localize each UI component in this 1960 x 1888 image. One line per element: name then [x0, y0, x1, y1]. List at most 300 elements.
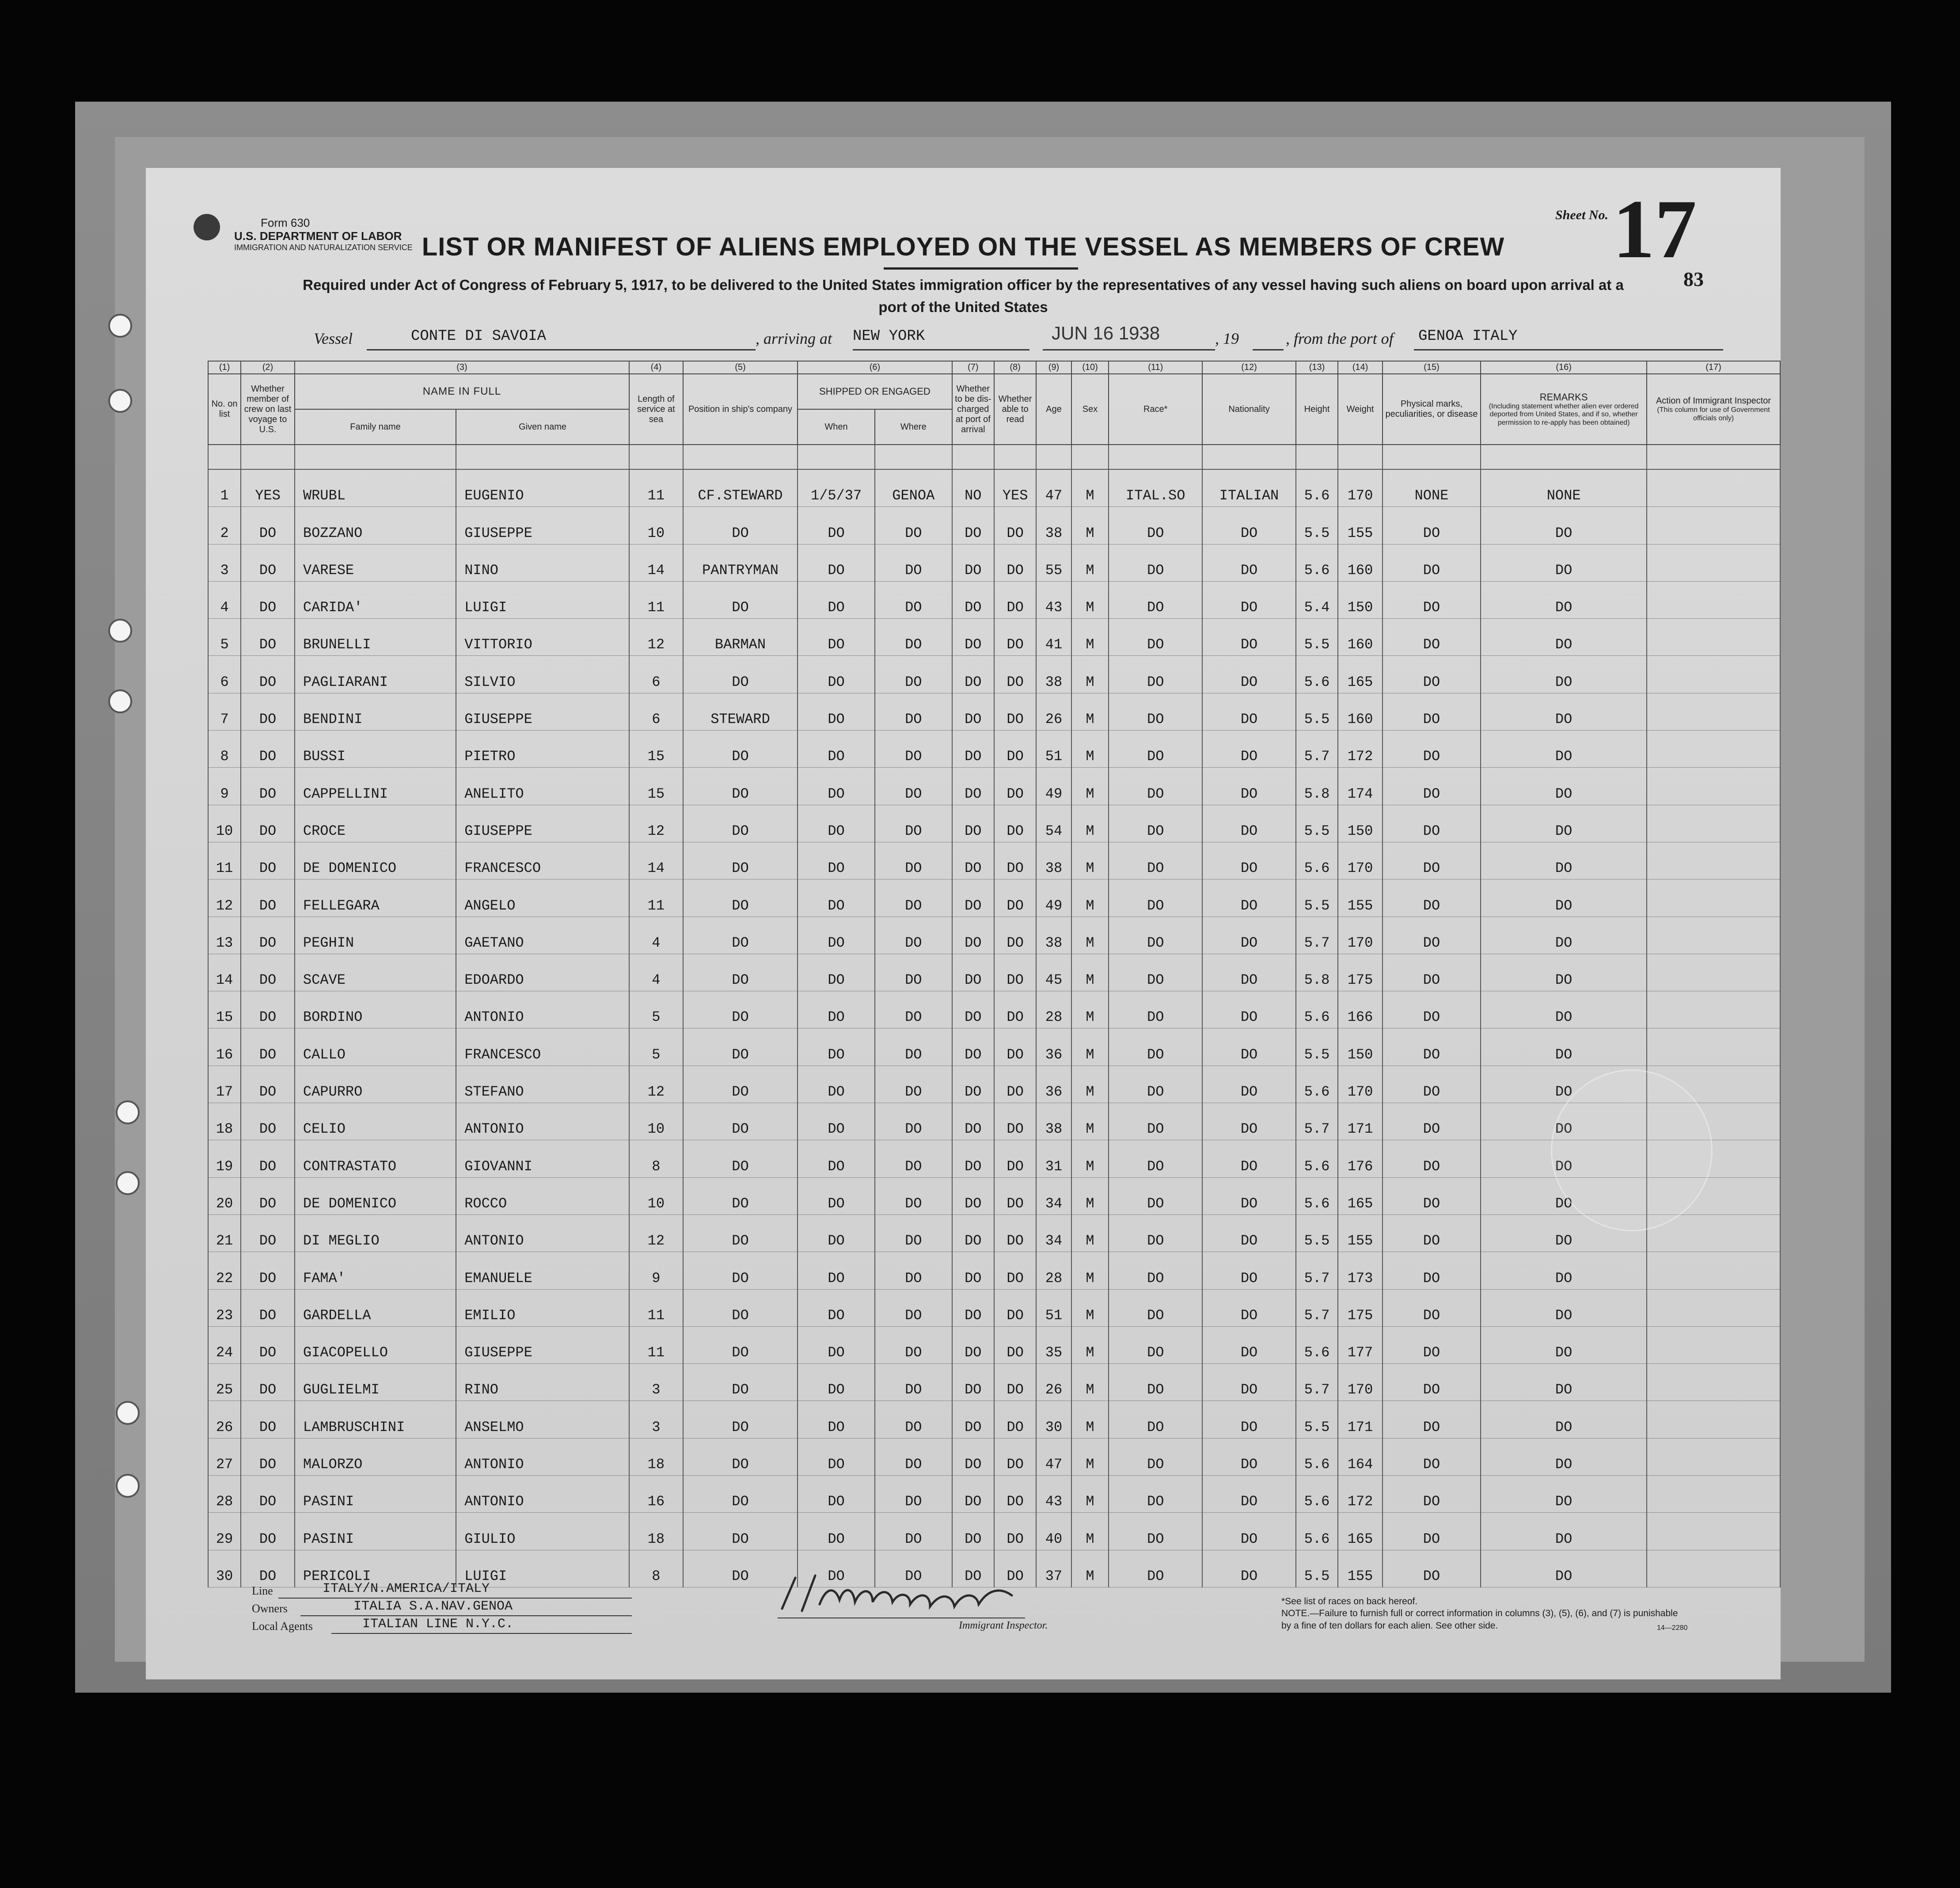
shipped-where-cell: DO	[875, 805, 952, 842]
header-weight: Weight	[1338, 374, 1383, 445]
col-number: (2)	[241, 361, 295, 374]
inspector-action-cell	[1647, 1401, 1780, 1438]
given-name-cell: GAETANO	[456, 917, 629, 954]
sex-cell: M	[1071, 917, 1109, 954]
family-name-cell: PERICOLI	[295, 1550, 456, 1587]
row-number-cell: 10	[208, 805, 241, 842]
sex-cell: M	[1071, 879, 1109, 917]
physical-marks-cell: DO	[1383, 1252, 1481, 1289]
shipped-when-cell: DO	[798, 1364, 875, 1401]
weight-cell: 165	[1338, 1513, 1383, 1550]
table-row	[208, 1289, 1780, 1326]
binder-hole	[108, 619, 132, 643]
weight-cell: 155	[1338, 879, 1383, 917]
length-of-service-cell: 11	[629, 581, 683, 618]
length-of-service-cell: 6	[629, 656, 683, 693]
height-cell: 5.7	[1296, 1364, 1338, 1401]
nationality-cell: DO	[1202, 805, 1296, 842]
race-cell: DO	[1109, 842, 1202, 879]
shipped-when-cell: DO	[798, 805, 875, 842]
physical-marks-cell: DO	[1383, 1103, 1481, 1140]
nationality-cell: DO	[1202, 1214, 1296, 1252]
binder-hole	[108, 314, 132, 338]
nationality-cell: DO	[1202, 1103, 1296, 1140]
row-number-cell: 7	[208, 693, 241, 730]
given-name-cell: ANTONIO	[456, 1214, 629, 1252]
discharged-cell: DO	[952, 768, 994, 805]
discharged-cell: DO	[952, 1438, 994, 1475]
given-name-cell: LUIGI	[456, 581, 629, 618]
inspector-action-cell	[1647, 842, 1780, 879]
discharged-cell: DO	[952, 1513, 994, 1550]
physical-marks-cell: DO	[1383, 731, 1481, 768]
last-voyage-cell: DO	[241, 619, 295, 656]
shipped-where-cell: DO	[875, 1364, 952, 1401]
sex-cell: M	[1071, 656, 1109, 693]
length-of-service-cell: 9	[629, 1252, 683, 1289]
crew-rows	[208, 445, 1780, 1587]
inspector-action-cell	[1647, 1289, 1780, 1326]
shipped-when-cell: DO	[798, 544, 875, 581]
row-number-cell: 9	[208, 768, 241, 805]
position-cell: DO	[683, 879, 798, 917]
able-to-read-cell: DO	[994, 1289, 1036, 1326]
family-name-cell: FAMA'	[295, 1252, 456, 1289]
last-voyage-cell: DO	[241, 1214, 295, 1252]
family-name-cell: CALLO	[295, 1028, 456, 1066]
shipped-where-cell: DO	[875, 991, 952, 1028]
remarks-cell: DO	[1481, 1214, 1647, 1252]
nationality-cell: DO	[1202, 544, 1296, 581]
race-cell: DO	[1109, 656, 1202, 693]
shipped-when-cell: DO	[798, 768, 875, 805]
table-row	[208, 768, 1780, 805]
inspector-action-cell	[1647, 1438, 1780, 1475]
shipped-when-cell: DO	[798, 1550, 875, 1587]
last-voyage-cell: DO	[241, 768, 295, 805]
table-row	[208, 1513, 1780, 1550]
length-of-service-cell: 4	[629, 917, 683, 954]
height-cell: 5.5	[1296, 805, 1338, 842]
age-cell: 38	[1036, 507, 1071, 544]
last-voyage-cell: DO	[241, 731, 295, 768]
row-number-cell: 5	[208, 619, 241, 656]
discharged-cell: DO	[952, 1028, 994, 1066]
length-of-service-cell: 18	[629, 1513, 683, 1550]
inspector-action-cell	[1647, 1326, 1780, 1363]
remarks-cell: DO	[1481, 1476, 1647, 1513]
age-cell: 55	[1036, 544, 1071, 581]
physical-marks-cell: DO	[1383, 991, 1481, 1028]
height-cell: 5.6	[1296, 1066, 1338, 1103]
sex-cell: M	[1071, 507, 1109, 544]
race-cell: DO	[1109, 1289, 1202, 1326]
table-row	[208, 917, 1780, 954]
form-number: Form 630	[261, 216, 310, 229]
family-name-cell: BOZZANO	[295, 507, 456, 544]
sex-cell: M	[1071, 1066, 1109, 1103]
height-cell: 5.6	[1296, 1513, 1338, 1550]
position-cell: DO	[683, 507, 798, 544]
discharged-cell: DO	[952, 1066, 994, 1103]
discharged-cell: DO	[952, 991, 994, 1028]
length-of-service-cell: 14	[629, 544, 683, 581]
given-name-cell: GIUSEPPE	[456, 507, 629, 544]
weight-cell: 170	[1338, 1364, 1383, 1401]
race-cell: DO	[1109, 619, 1202, 656]
family-name-cell: GIACOPELLO	[295, 1326, 456, 1363]
col-number: (7)	[952, 361, 994, 374]
department-name: U.S. DEPARTMENT OF LABOR	[234, 229, 402, 243]
able-to-read-cell: YES	[994, 469, 1036, 507]
height-cell: 5.8	[1296, 768, 1338, 805]
row-number-cell: 1	[208, 469, 241, 507]
table-row	[208, 1438, 1780, 1475]
given-name-cell: VITTORIO	[456, 619, 629, 656]
sex-cell: M	[1071, 544, 1109, 581]
shipped-where-cell: DO	[875, 1028, 952, 1066]
length-of-service-cell: 12	[629, 619, 683, 656]
able-to-read-cell: DO	[994, 1028, 1036, 1066]
col-number: (17)	[1647, 361, 1780, 374]
inspector-action-cell	[1647, 581, 1780, 618]
discharged-cell: DO	[952, 917, 994, 954]
given-name-cell: RINO	[456, 1364, 629, 1401]
physical-marks-cell: DO	[1383, 656, 1481, 693]
binder-hole	[108, 689, 132, 713]
binder-hole	[116, 1401, 140, 1425]
able-to-read-cell: DO	[994, 879, 1036, 917]
discharged-cell: DO	[952, 1476, 994, 1513]
sex-cell: M	[1071, 954, 1109, 991]
sex-cell: M	[1071, 1550, 1109, 1587]
crew-manifest-table	[208, 361, 1781, 1587]
weight-cell: 173	[1338, 1252, 1383, 1289]
given-name-cell: EDOARDO	[456, 954, 629, 991]
able-to-read-cell: DO	[994, 768, 1036, 805]
remarks-cell: DO	[1481, 1252, 1647, 1289]
physical-marks-cell: DO	[1383, 1401, 1481, 1438]
inspector-action-cell	[1647, 954, 1780, 991]
age-cell: 38	[1036, 842, 1071, 879]
last-voyage-cell: YES	[241, 469, 295, 507]
race-cell: ITAL.SO	[1109, 469, 1202, 507]
manifest-sheet	[146, 168, 1781, 1679]
family-name-cell: CELIO	[295, 1103, 456, 1140]
length-of-service-cell: 12	[629, 805, 683, 842]
weight-cell: 177	[1338, 1326, 1383, 1363]
last-voyage-cell: DO	[241, 1252, 295, 1289]
height-cell: 5.5	[1296, 1550, 1338, 1587]
race-cell: DO	[1109, 1140, 1202, 1177]
header-discharged: Whether to be dis-charged at port of arrival	[952, 374, 994, 445]
age-cell: 26	[1036, 1364, 1071, 1401]
weight-cell: 150	[1338, 805, 1383, 842]
position-cell: DO	[683, 581, 798, 618]
shipped-when-cell: DO	[798, 991, 875, 1028]
shipped-where-cell: DO	[875, 619, 952, 656]
weight-cell: 170	[1338, 1066, 1383, 1103]
sex-cell: M	[1071, 768, 1109, 805]
sex-cell: M	[1071, 991, 1109, 1028]
height-cell: 5.4	[1296, 581, 1338, 618]
nationality-cell: DO	[1202, 879, 1296, 917]
last-voyage-cell: DO	[241, 1401, 295, 1438]
header-name-in-full: NAME IN FULL	[295, 374, 629, 409]
age-cell: 40	[1036, 1513, 1071, 1550]
family-name-cell: PAGLIARANI	[295, 656, 456, 693]
sex-cell: M	[1071, 1103, 1109, 1140]
inspector-action-cell	[1647, 619, 1780, 656]
shipped-when-cell: DO	[798, 1140, 875, 1177]
nationality-cell: DO	[1202, 507, 1296, 544]
weight-cell: 164	[1338, 1438, 1383, 1475]
sex-cell: M	[1071, 1364, 1109, 1401]
remarks-cell: DO	[1481, 954, 1647, 991]
table-row	[208, 1364, 1780, 1401]
inspector-action-cell	[1647, 768, 1780, 805]
owners-label: Owners	[252, 1602, 288, 1615]
length-of-service-cell: 3	[629, 1401, 683, 1438]
given-name-cell: FRANCESCO	[456, 842, 629, 879]
last-voyage-cell: DO	[241, 1140, 295, 1177]
inspector-action-cell	[1647, 1252, 1780, 1289]
able-to-read-cell: DO	[994, 1438, 1036, 1475]
col-number: (13)	[1296, 361, 1338, 374]
length-of-service-cell: 3	[629, 1364, 683, 1401]
discharged-cell: DO	[952, 656, 994, 693]
height-cell: 5.6	[1296, 1140, 1338, 1177]
given-name-cell: EMILIO	[456, 1289, 629, 1326]
sex-cell: M	[1071, 469, 1109, 507]
length-of-service-cell: 14	[629, 842, 683, 879]
shipped-when-cell: DO	[798, 879, 875, 917]
length-of-service-cell: 10	[629, 1177, 683, 1214]
family-name-cell: GUGLIELMI	[295, 1364, 456, 1401]
shipped-when-cell: DO	[798, 1326, 875, 1363]
table-row	[208, 954, 1780, 991]
able-to-read-cell: DO	[994, 842, 1036, 879]
given-name-cell: ANTONIO	[456, 1476, 629, 1513]
family-name-cell: FELLEGARA	[295, 879, 456, 917]
weight-cell: 170	[1338, 917, 1383, 954]
shipped-where-cell: DO	[875, 1476, 952, 1513]
physical-marks-cell: DO	[1383, 842, 1481, 879]
given-name-cell: LUIGI	[456, 1550, 629, 1587]
height-cell: 5.6	[1296, 469, 1338, 507]
able-to-read-cell: DO	[994, 1326, 1036, 1363]
last-voyage-cell: DO	[241, 805, 295, 842]
header-row-1	[208, 374, 1780, 409]
given-name-cell: ANTONIO	[456, 991, 629, 1028]
given-name-cell: EMANUELE	[456, 1252, 629, 1289]
remarks-cell: NONE	[1481, 469, 1647, 507]
age-cell: 36	[1036, 1028, 1071, 1066]
able-to-read-cell: DO	[994, 1177, 1036, 1214]
sex-cell: M	[1071, 1513, 1109, 1550]
position-cell: DO	[683, 656, 798, 693]
row-number-cell: 13	[208, 917, 241, 954]
height-cell: 5.7	[1296, 1289, 1338, 1326]
length-of-service-cell: 12	[629, 1066, 683, 1103]
shipped-when-cell: DO	[798, 1476, 875, 1513]
able-to-read-cell: DO	[994, 805, 1036, 842]
nationality-cell: DO	[1202, 731, 1296, 768]
physical-marks-cell: DO	[1383, 1550, 1481, 1587]
shipped-where-cell: DO	[875, 693, 952, 730]
header-race: Race*	[1109, 374, 1202, 445]
weight-cell: 165	[1338, 1177, 1383, 1214]
remarks-cell: DO	[1481, 544, 1647, 581]
physical-marks-cell: DO	[1383, 768, 1481, 805]
col-number: (16)	[1481, 361, 1647, 374]
height-cell: 5.5	[1296, 1028, 1338, 1066]
nationality-cell: DO	[1202, 619, 1296, 656]
shipped-where-cell: DO	[875, 1177, 952, 1214]
discharged-cell: DO	[952, 1401, 994, 1438]
row-number-cell: 14	[208, 954, 241, 991]
row-number-cell: 17	[208, 1066, 241, 1103]
remarks-cell: DO	[1481, 879, 1647, 917]
family-name-cell: CONTRASTATO	[295, 1140, 456, 1177]
col-number: (10)	[1071, 361, 1109, 374]
shipped-where-cell: DO	[875, 954, 952, 991]
race-cell: DO	[1109, 1550, 1202, 1587]
last-voyage-cell: DO	[241, 1513, 295, 1550]
physical-marks-cell: DO	[1383, 1140, 1481, 1177]
physical-marks-cell: DO	[1383, 1177, 1481, 1214]
inspector-action-cell	[1647, 991, 1780, 1028]
length-of-service-cell: 8	[629, 1550, 683, 1587]
last-voyage-cell: DO	[241, 1066, 295, 1103]
height-cell: 5.5	[1296, 1214, 1338, 1252]
shipped-where-cell: DO	[875, 1140, 952, 1177]
table-row	[208, 581, 1780, 618]
table-row	[208, 656, 1780, 693]
row-number-cell: 22	[208, 1252, 241, 1289]
race-cell: DO	[1109, 917, 1202, 954]
line-underline	[278, 1598, 632, 1599]
arriving-label: , arriving at	[756, 330, 832, 347]
age-cell: 43	[1036, 1476, 1071, 1513]
inspector-action-cell	[1647, 1364, 1780, 1401]
title-underline	[884, 267, 1078, 270]
race-cell: DO	[1109, 991, 1202, 1028]
position-cell: DO	[683, 768, 798, 805]
col-number: (14)	[1338, 361, 1383, 374]
weight-cell: 155	[1338, 1214, 1383, 1252]
race-cell: DO	[1109, 1252, 1202, 1289]
from-port-underline	[1414, 349, 1723, 350]
date-stamp: JUN 16 1938	[1052, 323, 1160, 343]
age-cell: 34	[1036, 1214, 1071, 1252]
shipped-where-cell: DO	[875, 581, 952, 618]
weight-cell: 172	[1338, 1476, 1383, 1513]
length-of-service-cell: 4	[629, 954, 683, 991]
position-cell: DO	[683, 1476, 798, 1513]
length-of-service-cell: 5	[629, 991, 683, 1028]
sex-cell: M	[1071, 1289, 1109, 1326]
shipped-where-cell: DO	[875, 1550, 952, 1587]
embossed-seal	[1551, 1070, 1713, 1231]
spacer-row	[208, 445, 1780, 469]
discharged-cell: DO	[952, 619, 994, 656]
position-cell: DO	[683, 1214, 798, 1252]
action-note: (This column for use of Government officials only)	[1657, 406, 1770, 422]
position-cell: BARMAN	[683, 619, 798, 656]
inspector-action-cell	[1647, 879, 1780, 917]
age-cell: 43	[1036, 581, 1071, 618]
weight-cell: 171	[1338, 1401, 1383, 1438]
action-title: Action of Immigrant Inspector	[1656, 396, 1771, 406]
last-voyage-cell: DO	[241, 991, 295, 1028]
shipped-when-cell: 1/5/37	[798, 469, 875, 507]
family-name-cell: LAMBRUSCHINI	[295, 1401, 456, 1438]
shipped-when-cell: DO	[798, 1252, 875, 1289]
height-cell: 5.6	[1296, 544, 1338, 581]
race-cell: DO	[1109, 581, 1202, 618]
length-of-service-cell: 15	[629, 768, 683, 805]
shipped-where-cell: DO	[875, 1438, 952, 1475]
shipped-where-cell: DO	[875, 1066, 952, 1103]
row-number-cell: 24	[208, 1326, 241, 1363]
sex-cell: M	[1071, 619, 1109, 656]
sex-cell: M	[1071, 1438, 1109, 1475]
row-number-cell: 29	[208, 1513, 241, 1550]
age-cell: 36	[1036, 1066, 1071, 1103]
shipped-where-cell: DO	[875, 731, 952, 768]
inspector-action-cell	[1647, 917, 1780, 954]
weight-cell: 176	[1338, 1140, 1383, 1177]
race-cell: DO	[1109, 805, 1202, 842]
height-cell: 5.5	[1296, 1401, 1338, 1438]
col-number: (4)	[629, 361, 683, 374]
position-cell: DO	[683, 1103, 798, 1140]
remarks-cell: DO	[1481, 805, 1647, 842]
remarks-cell: DO	[1481, 1364, 1647, 1401]
agents-underline	[331, 1633, 632, 1634]
row-number-cell: 25	[208, 1364, 241, 1401]
nationality-cell: ITALIAN	[1202, 469, 1296, 507]
col-number: (6)	[798, 361, 952, 374]
binder-hole	[116, 1474, 140, 1498]
given-name-cell: GIUSEPPE	[456, 693, 629, 730]
given-name-cell: FRANCESCO	[456, 1028, 629, 1066]
inspector-action-cell	[1647, 656, 1780, 693]
last-voyage-cell: DO	[241, 1550, 295, 1587]
shipped-where-cell: DO	[875, 507, 952, 544]
family-name-cell: BUSSI	[295, 731, 456, 768]
given-name-cell: ANGELO	[456, 879, 629, 917]
page-subtitle	[146, 274, 1781, 318]
nationality-cell: DO	[1202, 1513, 1296, 1550]
shipped-where-cell: DO	[875, 1326, 952, 1363]
table-row	[208, 1177, 1780, 1214]
shipped-when-cell: DO	[798, 693, 875, 730]
able-to-read-cell: DO	[994, 1550, 1036, 1587]
year-label: , 19	[1215, 330, 1239, 347]
header-able-to-read: Whether able to read	[994, 374, 1036, 445]
shipped-when-cell: DO	[798, 1066, 875, 1103]
height-cell: 5.6	[1296, 1476, 1338, 1513]
nationality-cell: DO	[1202, 656, 1296, 693]
vessel-label: Vessel	[314, 330, 353, 347]
physical-marks-cell: DO	[1383, 1438, 1481, 1475]
nationality-cell: DO	[1202, 1140, 1296, 1177]
length-of-service-cell: 10	[629, 1103, 683, 1140]
sheet-number: 17	[1613, 183, 1697, 276]
physical-marks-cell: DO	[1383, 619, 1481, 656]
